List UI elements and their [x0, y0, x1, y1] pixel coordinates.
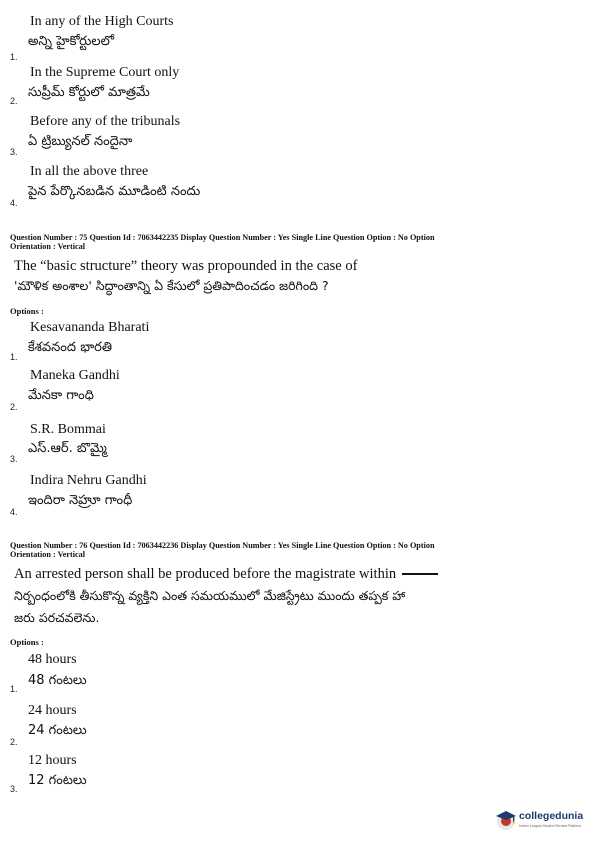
- question-76-text-te-line1: నిర్బంధంలోకి తీసుకొన్న వ్యక్తిని ఎంత సమయములో మేజిస్ట్రేటు ముందు తప్పక హా: [14, 588, 406, 603]
- option-text-te: సుప్రీమ్ కోర్టులో మాత్రమే: [28, 85, 150, 100]
- option-number: 1.: [10, 684, 18, 694]
- option-text-en: In any of the High Courts: [30, 14, 174, 29]
- option-text-te: 24 గంటలు: [28, 723, 87, 738]
- option-text-en: Maneka Gandhi: [30, 368, 120, 383]
- collegedunia-logo: [494, 808, 589, 834]
- meta-line: Question Number : 76 Question Id : 7063442236 Display Question Number : Yes Single Line Question Option : No Option: [10, 541, 435, 550]
- option-text-te: కేశవనంద భారతి: [28, 340, 113, 355]
- option-text-en: S.R. Bommai: [30, 422, 106, 437]
- option-text-en: Indira Nehru Gandhi: [30, 473, 147, 488]
- logo-name: collegedunia: [519, 810, 584, 822]
- question-text: An arrested person shall be produced before the magistrate within: [14, 566, 397, 582]
- logo-tagline: India's Largest Student Review Platform: [519, 824, 582, 828]
- option-number: 1.: [10, 52, 18, 62]
- answer-blank: [402, 573, 438, 575]
- option-number: 2.: [10, 96, 18, 106]
- option-number: 3.: [10, 147, 18, 157]
- option-text-te: 12 గంటలు: [28, 773, 87, 788]
- option-text-en: In the Supreme Court only: [30, 65, 180, 80]
- option-text-en: 12 hours: [28, 753, 77, 768]
- question-76-meta: [10, 541, 570, 559]
- option-number: 1.: [10, 352, 18, 362]
- option-number: 2.: [10, 402, 18, 412]
- option-number: 3.: [10, 784, 18, 794]
- option-text-te: అన్ని హైకోర్టులలో: [28, 34, 114, 49]
- meta-line: Orientation : Vertical: [10, 242, 86, 251]
- option-text-en: 24 hours: [28, 703, 77, 718]
- question-75-meta: [10, 233, 570, 251]
- option-number: 4.: [10, 198, 18, 208]
- meta-line: Orientation : Vertical: [10, 550, 86, 559]
- option-text-en: Before any of the tribunals: [30, 114, 181, 129]
- option-text-te: ఏ ట్రిబ్యునల్ నందైనా: [28, 134, 133, 149]
- option-text-en: In all the above three: [30, 164, 149, 179]
- option-text-te: మేనకా గాంధి: [28, 388, 94, 403]
- option-text-te: పైన పేర్కొనబడిన మూడింటి నందు: [28, 184, 201, 199]
- graduate-cap-icon: [494, 808, 518, 832]
- meta-line: Question Number : 75 Question Id : 7063442235 Display Question Number : Yes Single Line Question Option : No Option: [10, 233, 435, 242]
- option-number: 3.: [10, 454, 18, 464]
- options-label: Options :: [10, 306, 44, 316]
- question-76-text-en: [14, 566, 438, 583]
- option-text-en: Kesavananda Bharati: [30, 320, 150, 335]
- option-number: 4.: [10, 507, 18, 517]
- question-75-text-te: 'మౌళిక అంశాల' సిద్ధాంతాన్ని ఏ కేసులో ప్రతిపాదించడం జరిగింది ?: [14, 278, 329, 293]
- option-number: 2.: [10, 737, 18, 747]
- option-text-en: 48 hours: [28, 652, 77, 667]
- question-75-text-en: The “basic structure” theory was propounded in the case of: [14, 258, 358, 274]
- option-text-te: 48 గంటలు: [28, 673, 87, 688]
- options-label: Options :: [10, 637, 44, 647]
- option-text-te: ఎస్.ఆర్. బొమ్మై: [28, 441, 107, 456]
- question-76-text-te-line2: జరు పరచవలెను.: [14, 610, 100, 625]
- option-text-te: ఇందిరా నెహ్రూ గాంధీ: [28, 493, 133, 508]
